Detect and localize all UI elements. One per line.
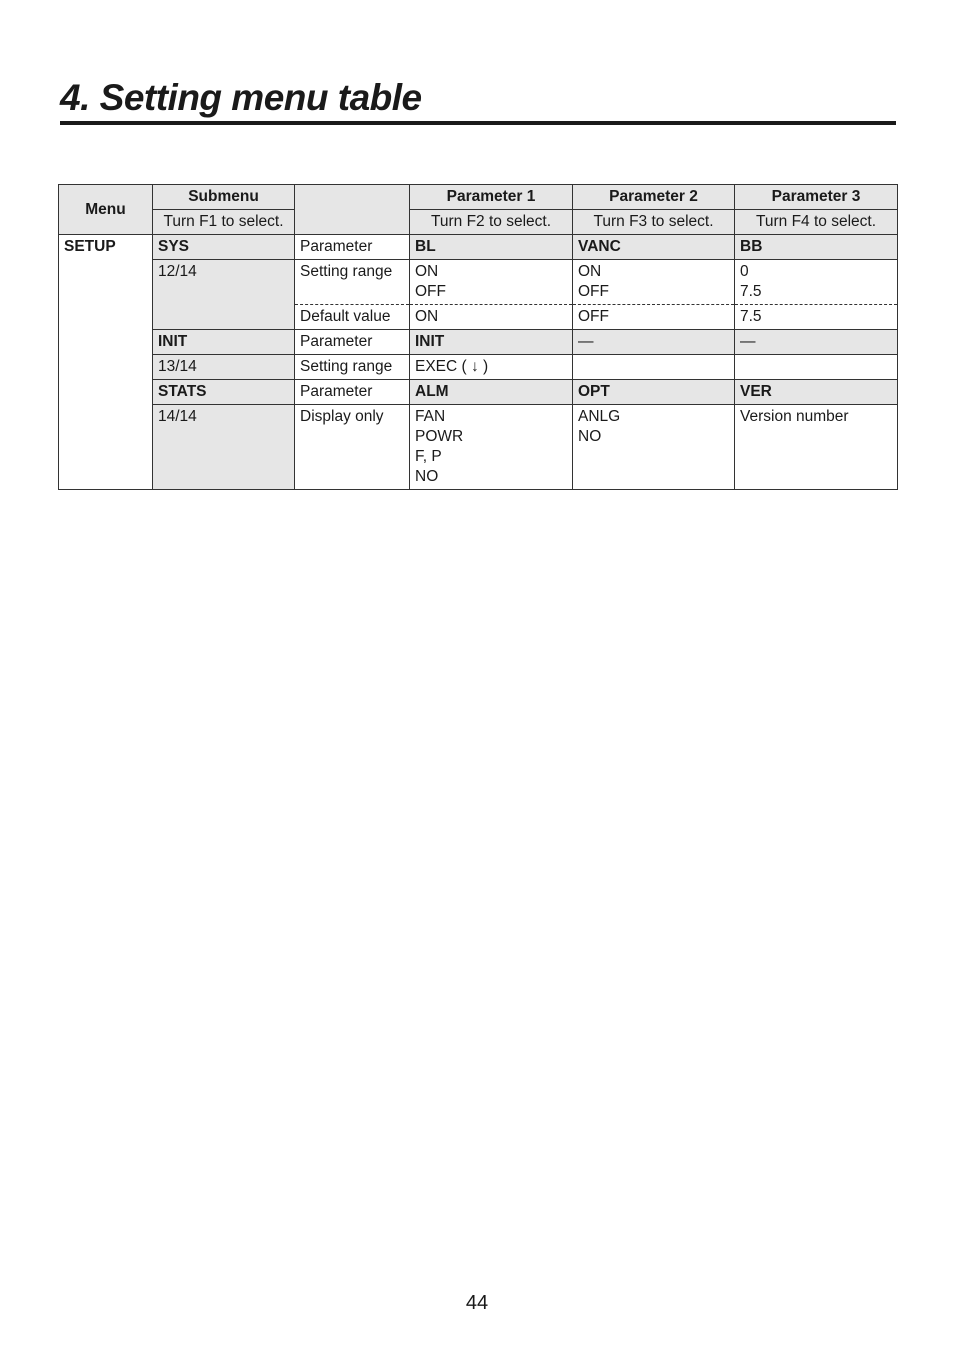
value-line: OFF (415, 283, 446, 300)
value-line: NO (578, 428, 602, 445)
value-line: F, P (415, 448, 442, 465)
hint-f2: Turn F2 to select. (410, 210, 573, 235)
sys-page: 12/14 (153, 260, 295, 330)
init-param-1: INIT (410, 330, 573, 355)
header-parameter-1: Parameter 1 (410, 185, 573, 210)
stats-display-2 (573, 405, 735, 490)
table-row (59, 260, 898, 305)
submenu-init: INIT (153, 330, 295, 355)
row-label-setting-range: Setting range (295, 355, 410, 380)
stats-page: 14/14 (153, 405, 295, 490)
sys-default-2: OFF (573, 305, 735, 330)
header-hint-row (59, 210, 898, 235)
value-line: ANLG (578, 408, 621, 425)
header-parameter-2: Parameter 2 (573, 185, 735, 210)
table-row (59, 355, 898, 380)
value-line: 7.5 (740, 283, 762, 300)
row-label-parameter: Parameter (295, 380, 410, 405)
value-line: NO (415, 468, 439, 485)
sys-range-3 (735, 260, 898, 305)
page-title: 4. Setting menu table (60, 76, 896, 125)
sys-param-3: BB (735, 235, 898, 260)
init-range-3 (735, 355, 898, 380)
row-label-display-only: Display only (295, 405, 410, 490)
row-label-setting-range: Setting range (295, 260, 410, 305)
init-page: 13/14 (153, 355, 295, 380)
table-row (59, 235, 898, 260)
header-submenu: Submenu (153, 185, 295, 210)
header-blank (295, 185, 410, 235)
sys-param-1: BL (410, 235, 573, 260)
row-label-parameter: Parameter (295, 235, 410, 260)
row-label-parameter: Parameter (295, 330, 410, 355)
row-label-default-value: Default value (295, 305, 410, 330)
value-line: ON (415, 263, 439, 280)
value-line: FAN (415, 408, 446, 425)
header-parameter-3: Parameter 3 (735, 185, 898, 210)
stats-param-1: ALM (410, 380, 573, 405)
page-number: 44 (465, 1292, 489, 1314)
stats-param-2: OPT (573, 380, 735, 405)
stats-display-3: Version number (735, 405, 898, 490)
value-line: ON (578, 263, 602, 280)
sys-param-2: VANC (573, 235, 735, 260)
init-range-1: EXEC ( ↓ ) (410, 355, 573, 380)
hint-f3: Turn F3 to select. (573, 210, 735, 235)
hint-f4: Turn F4 to select. (735, 210, 898, 235)
submenu-sys: SYS (153, 235, 295, 260)
sys-range-1 (410, 260, 573, 305)
header-menu: Menu (59, 185, 153, 235)
sys-range-2 (573, 260, 735, 305)
init-param-3: — (735, 330, 898, 355)
sys-default-3: 7.5 (735, 305, 898, 330)
hint-f1: Turn F1 to select. (153, 210, 295, 235)
table-row (59, 405, 898, 490)
value-line: 0 (740, 263, 749, 280)
value-line: OFF (578, 283, 609, 300)
header-row (59, 185, 898, 210)
init-range-2 (573, 355, 735, 380)
init-param-2: — (573, 330, 735, 355)
menu-setup: SETUP (59, 235, 153, 490)
table-row (59, 330, 898, 355)
stats-param-3: VER (735, 380, 898, 405)
stats-display-1 (410, 405, 573, 490)
value-line: POWR (415, 428, 464, 445)
sys-default-1: ON (410, 305, 573, 330)
setting-menu-table (58, 184, 898, 490)
submenu-stats: STATS (153, 380, 295, 405)
table-row (59, 380, 898, 405)
